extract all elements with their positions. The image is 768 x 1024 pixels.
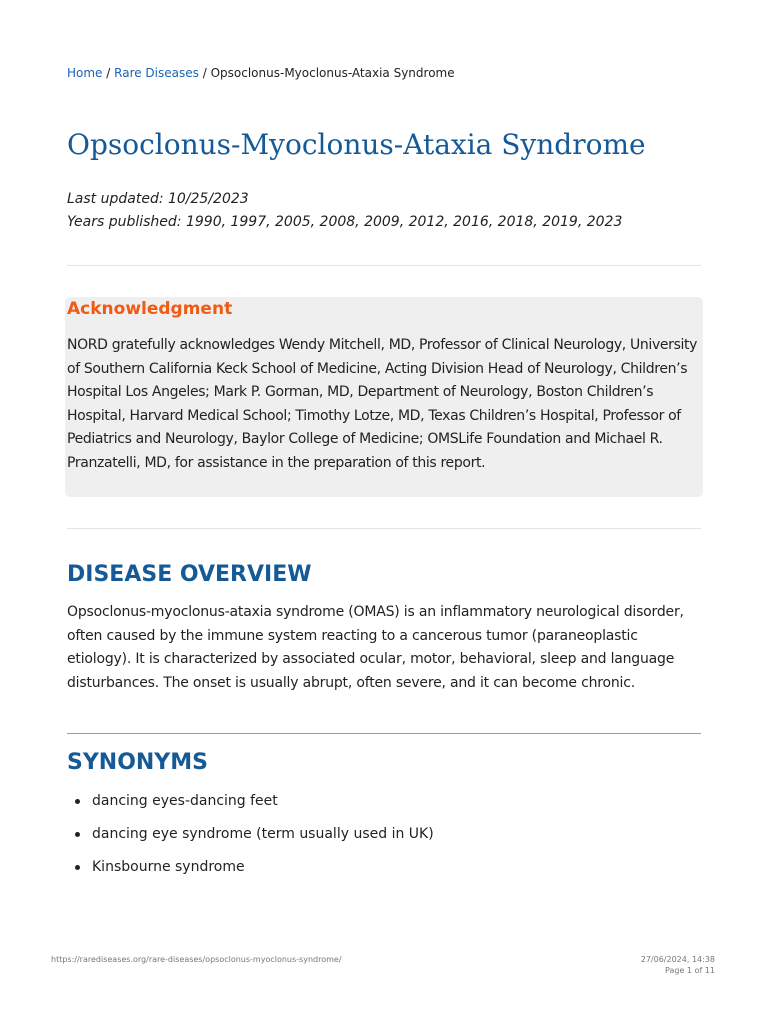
years-published: Years published: 1990, 1997, 2005, 2008, 2009, 2012, 2016, 2018, 2019, 2023 — [67, 214, 623, 230]
synonym-text: dancing eyes-dancing feet — [92, 793, 278, 809]
disease-overview-heading: DISEASE OVERVIEW — [67, 562, 312, 587]
divider — [67, 733, 701, 734]
bullet-icon — [75, 865, 80, 870]
breadcrumb-current: Opsoclonus-Myoclonus-Ataxia Syndrome — [210, 66, 455, 80]
acknowledgment-text: NORD gratefully acknowledges Wendy Mitchell, MD, Professor of Clinical Neurology, University of Southern California Keck School of Medicine, Acting Division Head of Neurology, Children’s Hospital Los Angeles; Mark P. Gorman, MD, Department of Neurology, Boston Children’s Hospital, Harvard Medical School; Timothy Lotze, MD, Texas Children’s Hospital, Professor of Pediatrics and Neurology, Baylor College of Medicine; OMSLife Foundation and Michael R. Pranzatelli, MD, for assistance in the preparation of this report. — [67, 337, 698, 471]
acknowledgment-heading: Acknowledgment — [67, 299, 233, 319]
breadcrumb — [67, 64, 455, 82]
divider — [67, 265, 701, 266]
footer-url: https://rarediseases.org/rare-diseases/opsoclonus-myoclonus-syndrome/ — [51, 955, 342, 964]
breadcrumb-home-link[interactable]: Home — [67, 66, 103, 80]
breadcrumb-separator: / — [202, 66, 207, 80]
synonyms-heading: SYNONYMS — [67, 750, 208, 775]
bullet-icon — [75, 799, 80, 804]
page-title: Opsoclonus-Myoclonus-Ataxia Syndrome — [67, 128, 646, 161]
last-updated: Last updated: 10/25/2023 — [67, 191, 249, 207]
list-item — [67, 822, 434, 847]
breadcrumb-rare-diseases-link[interactable]: Rare Diseases — [114, 66, 199, 80]
disease-overview-text: Opsoclonus-myoclonus-ataxia syndrome (OMAS) is an inflammatory neurological disorder, often caused by the immune system reacting to a cancerous tumor (paraneoplastic etiology). It is characterized by associated ocular, motor, behavioral, sleep and language disturbances. The onset is usually abrupt, often severe, and it can become chronic. — [67, 604, 684, 691]
footer-info — [641, 954, 715, 976]
divider — [67, 528, 701, 529]
bullet-icon — [75, 832, 80, 837]
synonym-text: dancing eye syndrome (term usually used in UK) — [92, 826, 434, 842]
footer-datetime: 27/06/2024, 14:38 — [640, 955, 715, 964]
synonyms-list — [67, 789, 434, 888]
list-item — [67, 855, 434, 880]
publication-meta — [67, 188, 622, 234]
list-item — [67, 789, 434, 814]
footer-page-number: Page 1 of 11 — [665, 966, 715, 975]
breadcrumb-separator: / — [106, 66, 111, 80]
synonym-text: Kinsbourne syndrome — [92, 859, 245, 875]
